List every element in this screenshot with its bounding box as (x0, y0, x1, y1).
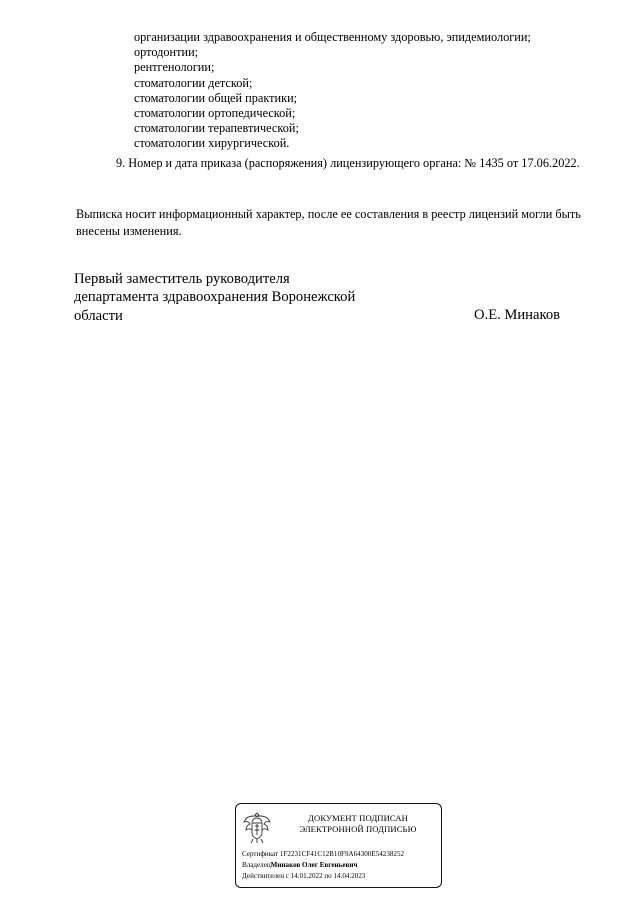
owner-label: Владелец (242, 861, 271, 869)
stamp-title: ДОКУМЕНТ ПОДПИСАН ЭЛЕКТРОННОЙ ПОДПИСЬЮ (299, 813, 417, 834)
owner-line (242, 861, 357, 870)
list-item: организации здравоохранения и общественному здоровью, эпидемиологии; (134, 30, 531, 44)
list-item: стоматологии общей практики; (134, 90, 298, 105)
list-item: стоматологии детской; (134, 75, 253, 90)
position-line: области (74, 307, 123, 324)
owner-value: Минаков Олег Евгеньевич (270, 861, 358, 869)
electronic-signature-stamp (235, 803, 442, 888)
validity-line: Действителен с 14.01.2022 по 14.04.2023 (242, 872, 366, 880)
position-line: Первый заместитель руководителя (74, 271, 290, 287)
signatory-name: О.Е. Минаков (474, 307, 561, 323)
order-number-paragraph: 9. Номер и дата приказа (распоряжения) лицензирующего органа: № 1435 от 17.06.2022. (116, 156, 580, 170)
certificate-value: 1F2231CF41C12B10F9A64300E54238252 (279, 850, 405, 858)
notice-paragraph: Выписка носит информационный характер, после ее составления в реестр лицензий могли быть внесены изменения. (76, 207, 581, 238)
list-item: стоматологии хирургической. (134, 136, 290, 151)
list-item: стоматологии терапевтической; (134, 121, 299, 136)
signatory-position (74, 270, 355, 325)
certificate-label: Сертификат (242, 850, 279, 858)
list-item: стоматологии ортопедической; (134, 106, 296, 121)
coat-of-arms-icon (242, 809, 272, 845)
specialty-list (134, 30, 531, 152)
list-item: рентгенологии; (134, 60, 215, 75)
list-item: ортодонтии; (134, 45, 199, 60)
position-line: департамента здравоохранения Воронежской (74, 289, 356, 306)
certificate-line (242, 850, 404, 859)
